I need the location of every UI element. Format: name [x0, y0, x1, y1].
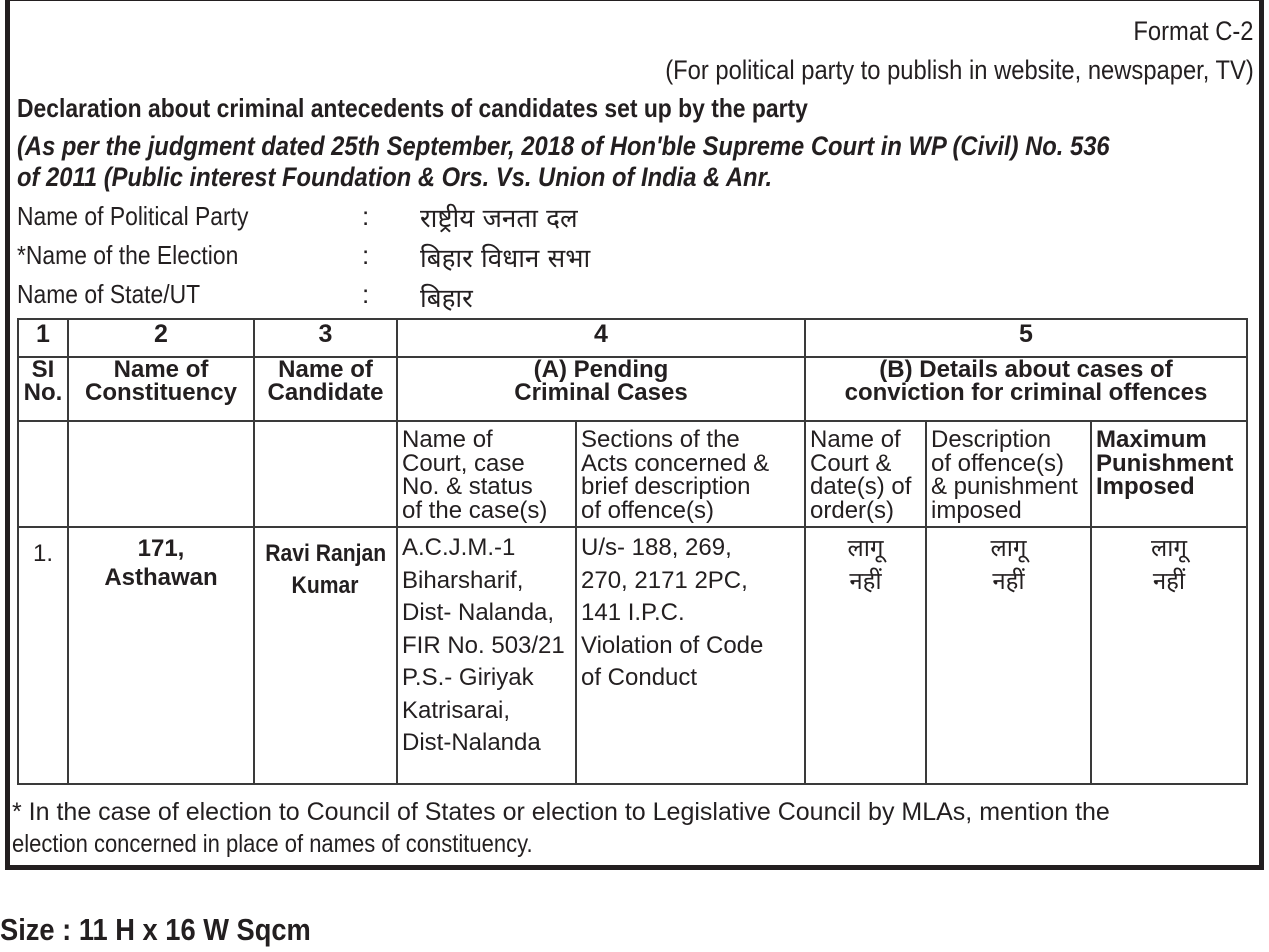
subheader-line: Court, case [402, 449, 525, 477]
format-text: Format C-2 [1133, 16, 1254, 46]
cell-max-punishment [1091, 527, 1247, 784]
col-number-2: 2 [68, 319, 254, 357]
judgment-line-2: of 2011 (Public interest Foundation & Ors. Vs. Union of India & Anr. [17, 162, 773, 192]
cell-court-date [805, 527, 926, 784]
col-number-1: 1 [18, 319, 68, 357]
cell-candidate [254, 527, 397, 784]
cell-line: 171, [137, 535, 185, 562]
cell-line: FIR No. 503/21 [402, 631, 565, 659]
judgment-reference [17, 131, 1259, 193]
cell-line: 141 I.P.C. [581, 599, 685, 626]
cell-line: Dist-Nalanda [402, 729, 541, 756]
party-label-text: Name of Political Party [17, 201, 249, 231]
cell-sections [576, 527, 805, 784]
subheader-empty [254, 421, 397, 527]
size-note-text: Size : 11 H x 16 W Sqcm [0, 912, 311, 947]
state-label [17, 279, 225, 310]
footnote-line-2: election concerned in place of names of constituency. [12, 830, 533, 858]
cell-line: A.C.J.M.-1 [402, 534, 516, 561]
cell-court-case [397, 527, 576, 784]
cell-line: Ravi Ranjan [265, 540, 386, 567]
state-value: बिहार [420, 284, 473, 314]
cell-sl-no: 1. [18, 527, 68, 784]
subheader-row [18, 421, 1247, 527]
party-value: राष्ट्रीय जनता दल [420, 204, 578, 234]
header-sl-no-line: SI [31, 356, 55, 383]
header-constituency [68, 357, 254, 421]
purpose-line: (For political party to publish in website, newspaper, TV) [665, 55, 1254, 85]
cell-line: नहीं [849, 566, 882, 595]
party-label [17, 201, 280, 232]
subheader-line: Description [931, 426, 1052, 453]
subheader-line: Imposed [1096, 473, 1195, 500]
header-constituency-line: Constituency [84, 379, 237, 406]
header-candidate-line: Name of [278, 356, 373, 383]
subheader-court-date [805, 421, 926, 527]
header-conviction-line: (B) Details about cases of [879, 356, 1173, 383]
cell-line: Kumar [292, 572, 359, 599]
party-colon: : [362, 201, 370, 231]
col-number-5: 5 [805, 319, 1247, 357]
col-number-4: 4 [397, 319, 805, 357]
cell-line: Katrisarai, [402, 696, 511, 724]
header-pending-line: (A) Pending [533, 356, 669, 383]
cell-line: P.S.- Giriyak [402, 664, 534, 691]
subheader-line: & punishment [931, 473, 1078, 500]
election-colon: : [362, 240, 370, 270]
header-constituency-line: Name of [113, 356, 209, 383]
subheader-max-punishment [1091, 421, 1247, 527]
cell-line: लागू [1151, 534, 1187, 562]
cell-line: Biharsharif, [402, 566, 524, 594]
subheader-line: Punishment [1096, 449, 1234, 477]
header-sl-no [18, 357, 68, 421]
subheader-empty [68, 421, 254, 527]
table-row [18, 527, 1247, 784]
header-candidate-line: Candidate [267, 379, 384, 406]
purpose-text [585, 55, 1254, 86]
footnote-line-1: * In the case of election to Council of States or election to Legislative Council by MLAs, mention the [12, 798, 1110, 826]
subheader-court-case [397, 421, 576, 527]
subheader-line: of the case(s) [402, 496, 548, 524]
cell-line: लागू [847, 534, 884, 562]
header-candidate [254, 357, 397, 421]
election-value: बिहार विधान सभा [420, 244, 591, 274]
cell-line: Dist- Nalanda, [402, 599, 555, 626]
cell-line: 270, 2171 2PC, [581, 566, 748, 594]
cell-line: of Conduct [581, 664, 698, 691]
column-number-row [18, 319, 1247, 357]
election-label [17, 240, 268, 271]
subheader-line: Name of [810, 426, 901, 453]
election-label-text: *Name of the Election [17, 240, 239, 270]
size-note [0, 912, 353, 948]
subheader-empty [18, 421, 68, 527]
cell-line: Violation of Code [581, 631, 764, 659]
cell-line: लागू [990, 534, 1027, 562]
header-pending-line: Criminal Cases [514, 379, 688, 406]
subheader-line: Name of [402, 426, 493, 453]
judgment-line-1: (As per the judgment dated 25th September, 2018 of Hon'ble Supreme Court in WP (Civil) No. 536 [17, 131, 1110, 161]
state-colon: : [362, 279, 370, 309]
subheader-line: order(s) [810, 496, 895, 524]
criminal-antecedents-table [17, 318, 1248, 785]
cell-line: Asthawan [104, 564, 218, 591]
subheader-line: Court & [810, 449, 892, 477]
subheader-line: brief description [581, 473, 751, 500]
subheader-line: of offence(s) [931, 449, 1064, 477]
header-pending-cases [397, 357, 805, 421]
header-sl-no-line: No. [23, 379, 63, 406]
format-label [1117, 16, 1254, 47]
subheader-line: of offence(s) [581, 496, 714, 524]
subheader-line: imposed [931, 496, 1022, 524]
footnote [12, 796, 1110, 860]
cell-line: नहीं [992, 566, 1025, 595]
subheader-line: No. & status [402, 473, 533, 500]
document-title [17, 93, 916, 124]
subheader-sections [576, 421, 805, 527]
header-row [18, 357, 1247, 421]
subheader-line: Acts concerned & [581, 449, 770, 477]
state-label-text: Name of State/UT [17, 279, 201, 309]
header-conviction-line: conviction for criminal offences [844, 379, 1208, 406]
header-conviction-cases [805, 357, 1247, 421]
subheader-description [926, 421, 1091, 527]
cell-line: U/s- 188, 269, [581, 534, 732, 561]
subheader-line: Maximum [1096, 426, 1207, 453]
cell-line: नहीं [1152, 566, 1186, 595]
title-text: Declaration about criminal antecedents of candidates set up by the party [17, 93, 808, 123]
subheader-line: Sections of the [581, 426, 740, 453]
col-number-3: 3 [254, 319, 397, 357]
cell-constituency [68, 527, 254, 784]
cell-description [926, 527, 1091, 784]
subheader-line: date(s) of [810, 473, 912, 500]
